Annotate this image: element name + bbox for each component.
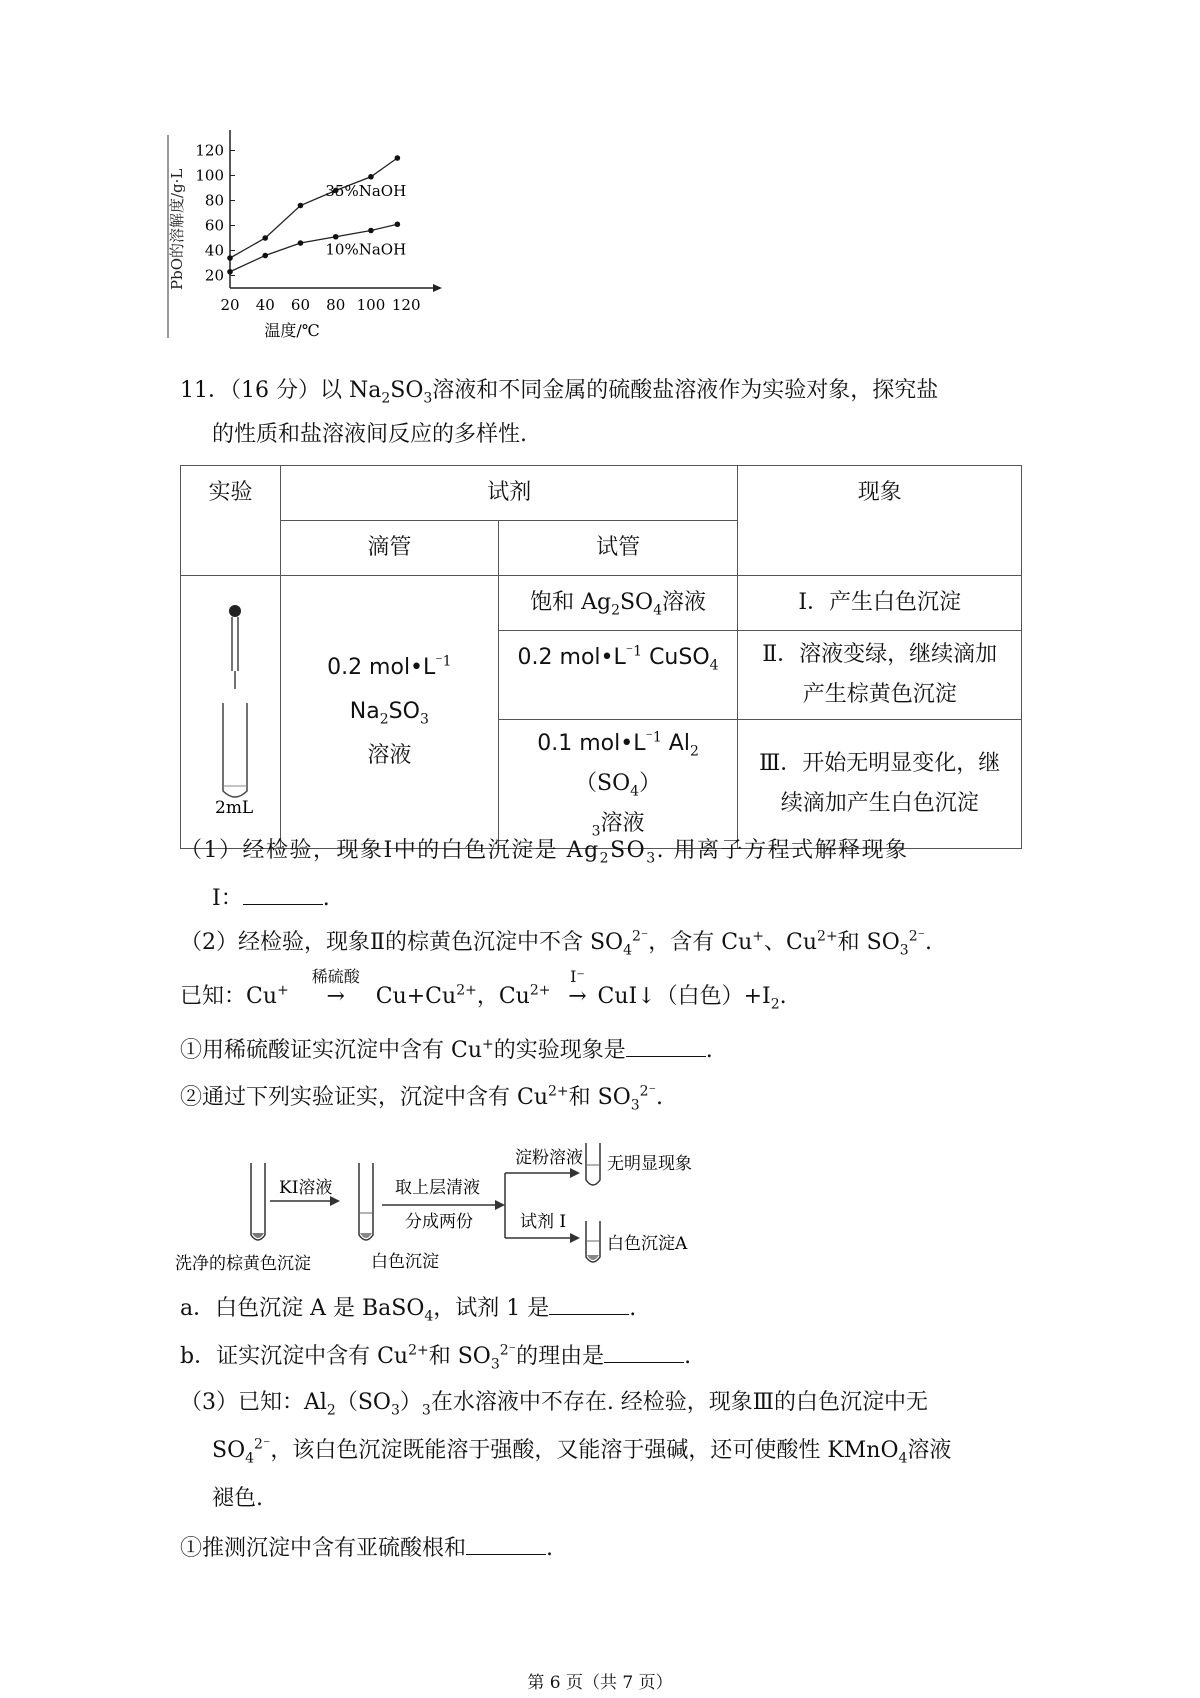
- part3-q1: ①推测沉淀中含有亚硫酸根和 .: [180, 1532, 553, 1564]
- part2-a: a．白色沉淀 A 是 BaSO$_4$，试剂 1 是 .: [180, 1292, 636, 1324]
- flow-diagram: [175, 1135, 765, 1275]
- row2-tube-reagent: 0.2 $mol•L^{^-1}$ CuSO$_4$: [498, 631, 738, 720]
- arrow-icon: →: [326, 984, 345, 1009]
- apparatus-cell: [181, 576, 281, 849]
- x-axis-label: 温度/℃: [264, 321, 320, 340]
- data-point: [227, 269, 233, 275]
- experiment-table: [180, 465, 1022, 849]
- part2-q2: ②通过下列实验证实，沉淀中含有 $Cu^{2+}$和 $SO_3^{2^-}$.: [180, 1083, 663, 1114]
- q11-header-line2: 的性质和盐溶液间反应的多样性.: [212, 422, 527, 447]
- arrow-icon: →: [568, 984, 587, 1009]
- tube-volume-label: 2mL: [215, 798, 254, 816]
- flow-reagent1-label: 试剂 I: [520, 1212, 567, 1232]
- data-point: [395, 221, 401, 227]
- part3-line3: 褪色.: [212, 1486, 263, 1511]
- page-footer: 第 6 页（共 7 页）: [527, 1673, 673, 1693]
- x-tick-label: 120: [391, 296, 421, 314]
- row2-phenomenon: Ⅱ．溶液变绿，继续滴加 产生棕黄色沉淀: [738, 631, 1022, 720]
- y-tick-label: 120: [195, 141, 224, 160]
- row1-tube-reagent: 饱和 $Ag_2SO_4$溶液: [498, 576, 738, 631]
- series-label: 35%NaOH: [325, 182, 407, 200]
- flow-split-label: 分成两份: [405, 1212, 473, 1232]
- row3-tube-reagent: 0.1 $mol•L^{^-1}$ $Al_2(SO_4)$ $_3$溶液: [498, 720, 738, 849]
- row3-phenomenon: Ⅲ．开始无明显变化，继 续滴加产生白色沉淀: [738, 720, 1022, 849]
- data-point: [368, 174, 374, 180]
- flow-starch-label: 淀粉溶液: [515, 1148, 583, 1168]
- th-dropper: 滴管: [280, 521, 498, 576]
- y-tick-label: 20: [204, 266, 224, 285]
- q11-header: 11．（16 分）以 $Na_2SO_3$溶液和不同金属的硫酸盐溶液作为实验对象，探究盐: [180, 378, 939, 407]
- th-phenomenon: 现象: [738, 466, 1022, 576]
- data-point: [298, 203, 304, 209]
- dropper-tube-icon: [185, 591, 275, 816]
- arrow-label-iodide: I⁻: [570, 967, 585, 986]
- th-reagent: 试剂: [280, 466, 737, 521]
- flow-ki-label: KI溶液: [279, 1178, 333, 1198]
- th-tube: 试管: [498, 521, 738, 576]
- part1-line1: （1）经检验，现象Ⅰ中的白色沉淀是 $Ag_2SO_3$. 用离子方程式解释现象: [180, 838, 909, 867]
- th-experiment: 实验: [181, 466, 281, 576]
- answer-blank[interactable]: [243, 882, 323, 905]
- flow-nochange-label: 无明显现象: [607, 1154, 692, 1174]
- x-axis-arrow: [433, 284, 442, 292]
- x-tick-label: 80: [326, 296, 346, 314]
- x-tick-label: 60: [290, 296, 311, 314]
- x-tick-label: 40: [255, 296, 275, 314]
- y-tick-label: 60: [204, 216, 224, 235]
- solubility-chart: [160, 130, 460, 345]
- y-tick-label: 80: [204, 191, 224, 210]
- part3-line1: （3）已知：$Al_2(SO_3)_3$在水溶液中不存在. 经检验，现象Ⅲ的白色沉淀中无: [180, 1390, 929, 1419]
- data-point: [333, 234, 339, 240]
- chart-ylabel: PbO的溶解度/g·L: [168, 168, 186, 290]
- x-tick-label: 100: [356, 296, 386, 314]
- part3-line2: $SO_4^{2^-}$，该白色沉淀既能溶于强酸，又能溶于强碱，还可使酸性 KMnO$_4$溶液: [212, 1436, 952, 1467]
- data-point: [262, 235, 268, 241]
- flow-take-label: 取上层清液: [395, 1178, 480, 1198]
- flow-whiteA-label: 白色沉淀A: [607, 1234, 688, 1254]
- row1-phenomenon: Ⅰ．产生白色沉淀: [738, 576, 1022, 631]
- y-tick-label: 40: [204, 241, 224, 260]
- answer-blank[interactable]: [604, 1340, 684, 1363]
- part2-line: （2）经检验，现象Ⅱ的棕黄色沉淀中不含 $SO_4^{2^-}$，含有 Cu+、$Cu^{2+}$和 $SO_3^{2^-}$.: [180, 928, 932, 959]
- answer-blank[interactable]: [549, 1292, 629, 1315]
- data-point: [368, 228, 374, 234]
- part2-q1: ①用稀硫酸证实沉淀中含有 Cu+的实验现象是 .: [180, 1034, 713, 1066]
- part1-line2: Ⅰ： .: [212, 882, 330, 914]
- part2-b: b．证实沉淀中含有 $Cu^{2+}$和 $SO_3^{2^-}$的理由是 .: [180, 1340, 691, 1372]
- dropper-reagent-cell: 0.2 $mol•L^{^-1}$ $Na_2SO_3$ 溶液: [280, 576, 498, 849]
- y-tick-label: 100: [195, 166, 224, 185]
- data-point: [227, 255, 233, 261]
- arrow-label-dilute-acid: 稀硫酸: [311, 967, 360, 986]
- series-label: 10%NaOH: [325, 240, 407, 259]
- data-point: [395, 155, 401, 161]
- known-equations: 已知：Cu+ 稀硫酸 → $Cu+Cu^{2+}$，$Cu^{2+}$ I⁻ → CuI↓（白色）$+I_2$.: [180, 982, 787, 1012]
- data-point: [298, 240, 304, 246]
- flow-white-label: 白色沉淀: [371, 1252, 439, 1272]
- answer-blank[interactable]: [466, 1532, 546, 1555]
- x-tick-label: 20: [220, 296, 240, 314]
- answer-blank[interactable]: [626, 1034, 706, 1057]
- flow-washed-label: 洗净的棕黄色沉淀: [175, 1254, 311, 1274]
- data-point: [262, 253, 268, 259]
